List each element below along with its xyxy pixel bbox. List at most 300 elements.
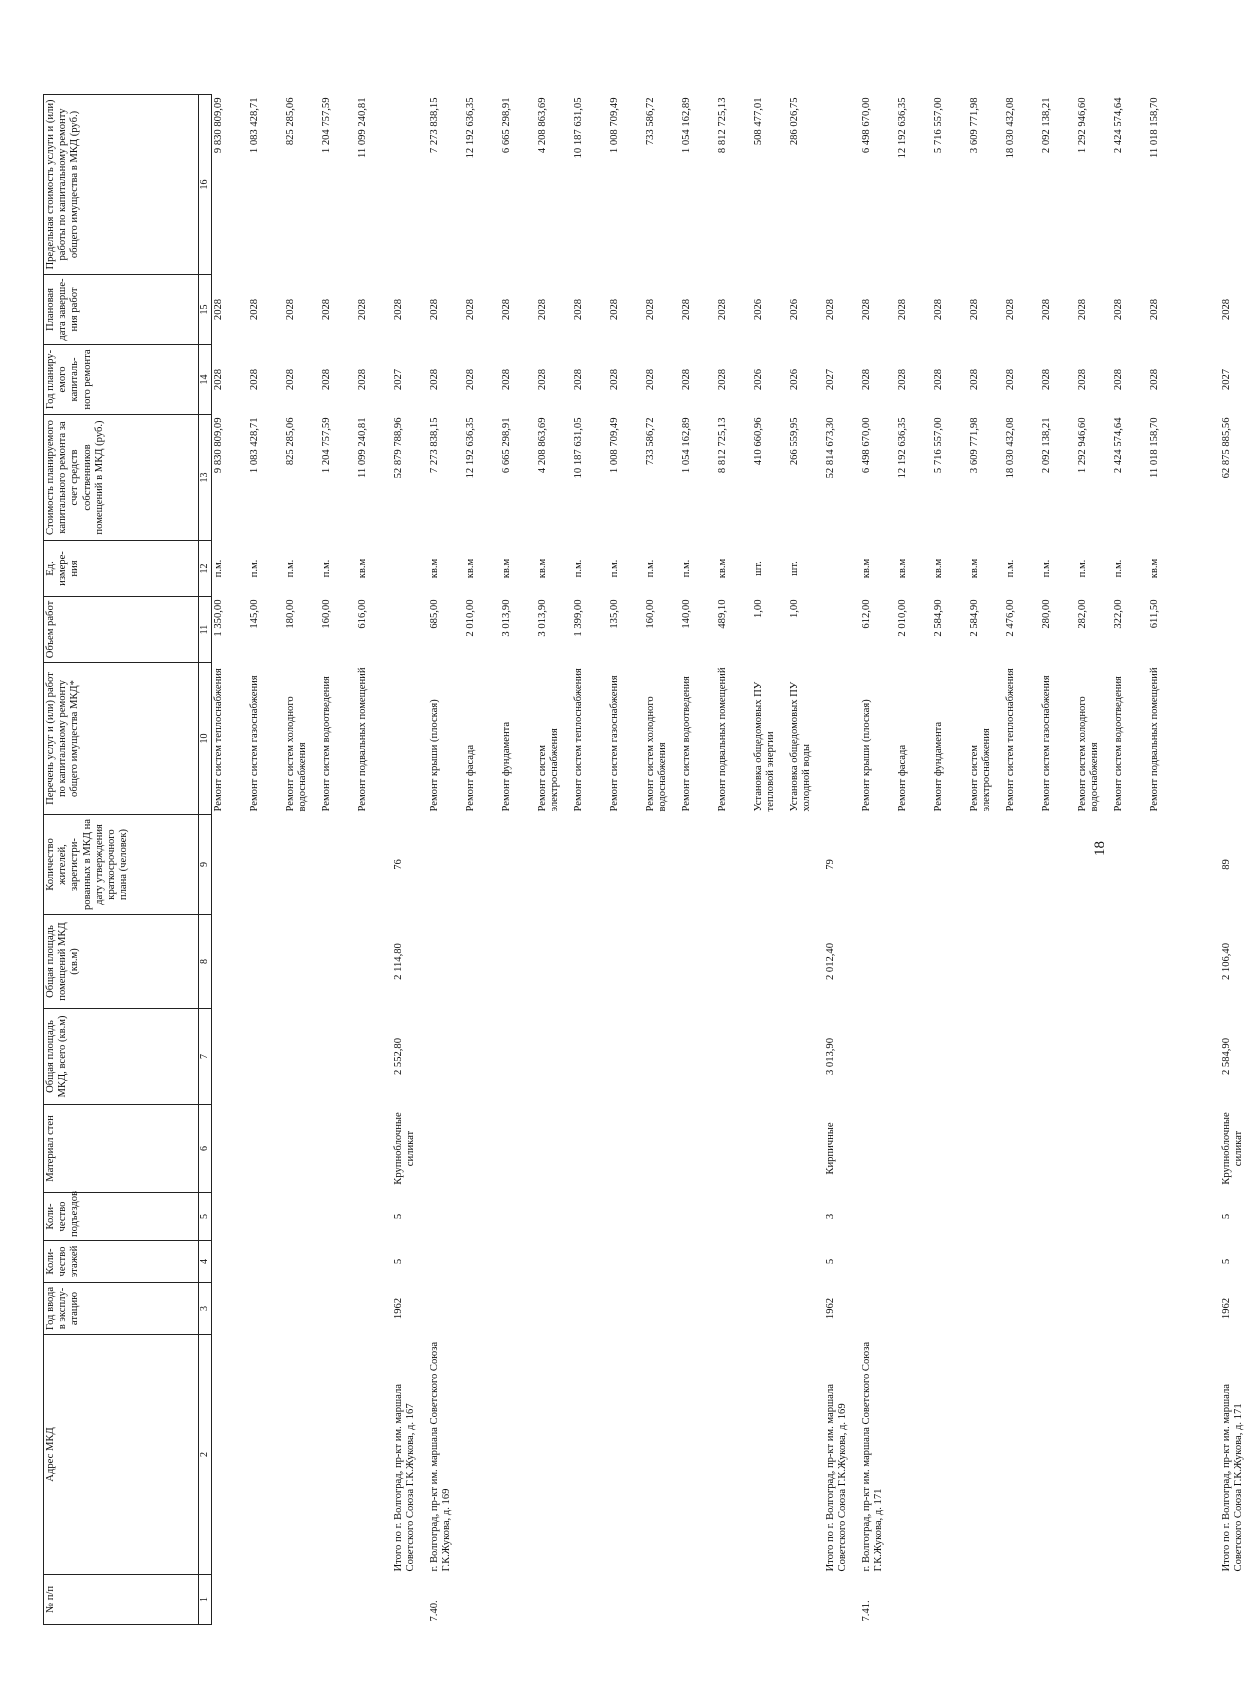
cell-col-4	[536, 1241, 572, 1283]
cell-col-13: 52 814 673,30	[824, 417, 836, 479]
table-row	[896, 95, 932, 1625]
cell-col-3	[896, 1283, 932, 1335]
cell-col-7	[1004, 1009, 1040, 1105]
cell-col-5: 5	[392, 1213, 404, 1220]
cell-col-2	[1004, 1335, 1040, 1575]
cell-col-10: Ремонт систем газоснабжения	[608, 675, 620, 812]
table-row	[788, 95, 824, 1625]
cell-col-14: 2027	[392, 368, 404, 391]
cell-col-8: 2 106,40	[1220, 942, 1232, 981]
column-header-1: № п/п	[44, 1575, 199, 1625]
cell-col-14: 2027	[824, 368, 836, 391]
cell-col-3	[572, 1283, 608, 1335]
cell-col-13: 7 273 838,15	[428, 417, 440, 474]
cell-col-12: п.м.	[248, 559, 260, 578]
cell-col-16: 1 054 162,89	[680, 97, 692, 154]
cell-col-16: 10 187 631,05	[572, 97, 584, 159]
cell-col-1: 7.40.	[428, 1600, 440, 1622]
cell-col-16: 18 030 432,08	[1004, 97, 1016, 159]
cell-col-12: п.м.	[572, 559, 584, 578]
cell-col-12: шт.	[788, 561, 800, 576]
cell-col-5	[536, 1193, 572, 1241]
cell-col-10: Ремонт систем водоотведения	[680, 676, 692, 812]
cell-col-9	[1184, 815, 1220, 915]
cell-col-2: Итого по г. Волгоград, пр-кт им. маршала Советского Союза Г.К.Жукова, д. 167	[392, 1384, 416, 1572]
cell-col-12: п.м.	[1040, 559, 1052, 578]
cell-col-15: 2028	[284, 298, 296, 321]
cell-col-3	[211, 1283, 248, 1335]
cell-col-11: 322,00	[1112, 599, 1124, 629]
cell-col-3: 1962	[1220, 1297, 1232, 1320]
cell-col-9	[716, 815, 752, 915]
column-number-12: 12	[199, 541, 212, 597]
cell-col-10: Ремонт систем водоотведения	[320, 676, 332, 812]
cell-col-6	[1184, 1105, 1220, 1193]
cell-col-1	[716, 1575, 752, 1625]
cell-col-10	[1184, 663, 1220, 815]
table-row	[428, 95, 464, 1625]
cell-col-4: 5	[1220, 1258, 1232, 1265]
cell-col-7	[788, 1009, 824, 1105]
cell-col-16: 1 204 757,59	[320, 97, 332, 154]
cell-col-15: 2028	[572, 298, 584, 321]
cell-col-14: 2028	[1148, 368, 1160, 391]
column-number-3: 3	[199, 1283, 212, 1335]
cell-col-13: 1 054 162,89	[680, 417, 692, 474]
cell-col-15: 2028	[896, 298, 908, 321]
cell-col-9	[644, 815, 680, 915]
table-row	[572, 95, 608, 1625]
cell-col-13: 1 204 757,59	[320, 417, 332, 474]
cell-col-14: 2028	[572, 368, 584, 391]
cell-col-1: 7.41.	[860, 1600, 872, 1622]
cell-col-9	[896, 815, 932, 915]
cell-col-11: 685,00	[428, 599, 440, 629]
column-header-13: Стоимость планируемого капитального ремонта за счет средств собственников помещений в МКД (руб.)	[44, 415, 199, 541]
cell-col-7: 2 584,90	[1220, 1037, 1232, 1076]
column-header-15: Плановая дата заверше-ния работ	[44, 275, 199, 345]
cell-col-5	[211, 1193, 248, 1241]
cell-col-1	[1004, 1575, 1040, 1625]
cell-col-8	[788, 915, 824, 1009]
cell-col-14: 2028	[248, 368, 260, 391]
cell-col-15: 2028	[212, 298, 224, 321]
cell-col-16: 825 285,06	[284, 97, 296, 146]
cell-col-16: 6 665 298,91	[500, 97, 512, 154]
cell-col-11: 3 013,90	[500, 599, 512, 637]
cell-col-4	[716, 1241, 752, 1283]
cell-col-12: п.м.	[284, 559, 296, 578]
cell-col-12: п.м.	[1004, 559, 1016, 578]
cell-col-9	[284, 815, 320, 915]
cell-col-3	[752, 1283, 788, 1335]
cell-col-6	[1004, 1105, 1040, 1193]
cell-col-3	[644, 1283, 680, 1335]
column-header-10: Перечень услуг и (или) работ по капитальному ремонту общего имущества МКД*	[44, 663, 199, 815]
table-row	[644, 95, 680, 1625]
cell-col-16	[824, 95, 860, 275]
cell-col-4	[572, 1241, 608, 1283]
cell-col-10	[1220, 663, 1256, 815]
cell-col-12: кв.м	[1148, 558, 1160, 579]
cell-col-16: 2 092 138,21	[1040, 97, 1052, 154]
table-row	[1004, 95, 1040, 1625]
cell-col-7	[500, 1009, 536, 1105]
cell-col-4: 5	[824, 1258, 836, 1265]
table-row	[284, 95, 320, 1625]
column-header-9: Количество жителей, зарегистри-рованных в МКД на дату утверждения краткосрочного плана (человек)	[44, 815, 199, 915]
cell-col-1	[1220, 1575, 1256, 1625]
cell-col-12: п.м.	[644, 559, 656, 578]
cell-col-7	[752, 1009, 788, 1105]
cell-col-8	[428, 915, 464, 1009]
cell-col-10	[824, 663, 860, 815]
column-header-5: Коли-чество подъездов	[44, 1193, 199, 1241]
cell-col-14: 2027	[1220, 368, 1232, 391]
cell-col-1	[644, 1575, 680, 1625]
column-header-16: Предельная стоимость услуги и (или) работы по капитальному ремонту общего имущества в МКД (руб.)	[44, 95, 199, 275]
cell-col-14: 2028	[1112, 368, 1124, 391]
cell-col-1	[752, 1575, 788, 1625]
cell-col-5	[356, 1193, 392, 1241]
cell-col-16: 12 192 636,35	[464, 97, 476, 159]
cell-col-16: 286 026,75	[788, 97, 800, 146]
cell-col-8	[1148, 915, 1184, 1009]
cell-col-11: 1,00	[788, 599, 800, 619]
cell-col-4	[248, 1241, 284, 1283]
table-row	[1148, 95, 1184, 1625]
cell-col-1	[788, 1575, 824, 1625]
cell-col-14: 2028	[536, 368, 548, 391]
cell-col-8: 2 114,80	[392, 943, 404, 980]
cell-col-16: 8 812 725,13	[716, 97, 728, 154]
cell-col-7	[932, 1009, 968, 1105]
column-number-6: 6	[199, 1105, 212, 1193]
cell-col-10: Ремонт подвальных помещений	[356, 667, 368, 812]
cell-col-3	[356, 1283, 392, 1335]
cell-col-7	[1112, 1009, 1148, 1105]
cell-col-6	[464, 1105, 500, 1193]
cell-col-6	[932, 1105, 968, 1193]
cell-col-7	[968, 1009, 1004, 1105]
cell-col-4: 5	[392, 1258, 404, 1265]
cell-col-11: 616,00	[356, 599, 368, 629]
cell-col-10: Ремонт систем газоснабжения	[1040, 675, 1052, 812]
cell-col-16: 1 008 709,49	[608, 97, 620, 154]
cell-col-12: кв.м	[500, 558, 512, 579]
cell-col-14: 2026	[788, 368, 800, 391]
cell-col-10: Ремонт подвальных помещений	[1148, 667, 1160, 812]
cell-col-1	[320, 1575, 356, 1625]
cell-col-2	[572, 1335, 608, 1575]
cell-col-11	[1220, 597, 1256, 663]
cell-col-10: Ремонт систем теплоснабжения	[212, 668, 224, 812]
cell-col-3	[1112, 1283, 1148, 1335]
header-row	[44, 95, 199, 1625]
cell-col-7	[464, 1009, 500, 1105]
cell-col-6	[1112, 1105, 1148, 1193]
cell-col-8	[896, 915, 932, 1009]
cell-col-9	[752, 815, 788, 915]
cell-col-4	[788, 1241, 824, 1283]
cell-col-14: 2028	[1076, 368, 1088, 391]
cell-col-5: 3	[824, 1213, 836, 1220]
cell-col-10: Ремонт фундамента	[500, 721, 512, 812]
cell-col-15: 2028	[932, 298, 944, 321]
cell-col-13: 1 083 428,71	[248, 417, 260, 474]
cell-col-16	[392, 95, 428, 275]
cell-col-11: 282,00	[1076, 599, 1088, 629]
cell-col-6	[788, 1105, 824, 1193]
cell-col-5	[1040, 1193, 1076, 1241]
cell-col-3	[788, 1283, 824, 1335]
cell-col-15: 2028	[644, 298, 656, 321]
cell-col-4	[860, 1241, 896, 1283]
cell-col-15: 2028	[356, 298, 368, 321]
cell-col-15: 2028	[1040, 298, 1052, 321]
cell-col-5	[608, 1193, 644, 1241]
cell-col-5	[1112, 1193, 1148, 1241]
cell-col-10: Ремонт крыши (плоская)	[428, 699, 440, 812]
cell-col-3	[428, 1283, 464, 1335]
cell-col-5	[320, 1193, 356, 1241]
cell-col-13: 410 660,96	[752, 417, 764, 466]
cell-col-16: 3 609 771,98	[968, 97, 980, 154]
cell-col-4	[968, 1241, 1004, 1283]
cell-col-15: 2028	[1076, 298, 1088, 321]
cell-col-11: 3 013,90	[536, 599, 548, 637]
cell-col-5	[716, 1193, 752, 1241]
cell-col-8	[860, 915, 896, 1009]
cell-col-6	[428, 1105, 464, 1193]
cell-col-1	[572, 1575, 608, 1625]
cell-col-10: Ремонт фундамента	[932, 721, 944, 812]
cell-col-10: Ремонт систем холодного водоснабжения	[284, 696, 308, 812]
cell-col-3	[1040, 1283, 1076, 1335]
cell-col-9	[932, 815, 968, 915]
cell-col-5	[968, 1193, 1004, 1241]
cell-col-10: Ремонт систем электроснабжения	[968, 728, 992, 812]
column-header-12: Ед. измере-ния	[44, 541, 199, 597]
table-row	[356, 95, 392, 1625]
cell-col-10: Ремонт систем водоотведения	[1112, 676, 1124, 812]
cell-col-15: 2028	[716, 298, 728, 321]
column-header-2: Адрес МКД	[44, 1335, 199, 1575]
cell-col-2	[1040, 1335, 1076, 1575]
cell-col-7	[716, 1009, 752, 1105]
column-number-10: 10	[199, 663, 212, 815]
cell-col-8	[968, 915, 1004, 1009]
table-row	[1220, 95, 1256, 1625]
cell-col-7	[1040, 1009, 1076, 1105]
cell-col-12	[1184, 541, 1220, 597]
cell-col-6	[500, 1105, 536, 1193]
cell-col-2: Итого по г. Волгоград, пр-кт им. маршала Советского Союза Г.К.Жукова, д. 171	[1220, 1384, 1244, 1572]
cell-col-6: Крупноблочные силикат	[392, 1112, 416, 1185]
cell-col-12: кв.м	[716, 558, 728, 579]
cell-col-3	[1004, 1283, 1040, 1335]
cell-col-10: Ремонт фасада	[896, 744, 908, 812]
table-row	[464, 95, 500, 1625]
cell-col-13: 9 830 809,09	[212, 417, 224, 474]
cell-col-11: 611,50	[1148, 599, 1160, 629]
cell-col-9	[572, 815, 608, 915]
cell-col-6	[896, 1105, 932, 1193]
cell-col-14: 2028	[932, 368, 944, 391]
cell-col-10: Ремонт систем холодного водоснабжения	[644, 696, 668, 812]
cell-col-2	[1112, 1335, 1148, 1575]
cell-col-16: 12 192 636,35	[896, 97, 908, 159]
cell-col-12: п.м.	[680, 559, 692, 578]
cell-col-2	[608, 1335, 644, 1575]
cell-col-14	[1184, 345, 1220, 415]
cell-col-12: кв.м	[464, 558, 476, 579]
cell-col-13: 5 716 557,00	[932, 417, 944, 474]
cell-col-8	[248, 915, 284, 1009]
cell-col-10: Установка общедомовых ПУ тепловой энергии	[752, 681, 776, 812]
table-row	[608, 95, 644, 1625]
cell-col-5	[248, 1193, 284, 1241]
cell-col-14: 2028	[1040, 368, 1052, 391]
cell-col-16: 6 498 670,00	[860, 97, 872, 154]
cell-col-13: 62 875 885,56	[1220, 417, 1232, 479]
cell-col-2	[500, 1335, 536, 1575]
cell-col-15: 2028	[608, 298, 620, 321]
cell-col-2: г. Волгоград, пр-кт им. маршала Советского Союза Г.К.Жукова, д. 169	[428, 1341, 452, 1572]
cell-col-6: Крупноблочные силикат	[1220, 1112, 1244, 1185]
cell-col-5	[572, 1193, 608, 1241]
table-row	[536, 95, 572, 1625]
cell-col-15: 2028	[464, 298, 476, 321]
cell-col-6	[356, 1105, 392, 1193]
column-number-13: 13	[199, 415, 212, 541]
column-number-4: 4	[199, 1241, 212, 1283]
cell-col-15: 2028	[824, 298, 836, 321]
cell-col-9	[680, 815, 716, 915]
table-row	[860, 95, 896, 1625]
cell-col-14: 2028	[680, 368, 692, 391]
cell-col-15: 2028	[968, 298, 980, 321]
cell-col-3: 1962	[824, 1297, 836, 1320]
cell-col-1	[932, 1575, 968, 1625]
cell-col-1	[284, 1575, 320, 1625]
cell-col-6	[1148, 1105, 1184, 1193]
cell-col-3	[932, 1283, 968, 1335]
cell-col-5	[428, 1193, 464, 1241]
cell-col-7	[320, 1009, 356, 1105]
cell-col-11	[392, 597, 428, 663]
cell-col-13: 2 424 574,64	[1112, 417, 1124, 474]
cell-col-8	[932, 915, 968, 1009]
cell-col-1	[1112, 1575, 1148, 1625]
cell-col-4	[680, 1241, 716, 1283]
cell-col-14: 2028	[428, 368, 440, 391]
cell-col-14: 2028	[608, 368, 620, 391]
cell-col-10	[392, 663, 428, 815]
cell-col-14: 2028	[968, 368, 980, 391]
cell-col-13: 12 192 636,35	[464, 417, 476, 479]
cell-col-2	[1148, 1335, 1184, 1575]
column-header-4: Коли-чество этажей	[44, 1241, 199, 1283]
cell-col-5	[1148, 1193, 1184, 1241]
cell-col-13: 11 099 240,81	[356, 417, 368, 479]
column-header-11: Объем работ	[44, 597, 199, 663]
cell-col-11: 489,10	[716, 599, 728, 629]
cell-col-11: 1 350,00	[212, 599, 224, 637]
cell-col-3	[608, 1283, 644, 1335]
table-row	[716, 95, 752, 1625]
cell-col-11: 180,00	[284, 599, 296, 629]
cell-col-9	[500, 815, 536, 915]
cell-col-12: шт.	[752, 561, 764, 576]
column-header-8: Общая площадь помещений МКД (кв.м)	[44, 915, 199, 1009]
cell-col-5	[680, 1193, 716, 1241]
cell-col-2	[752, 1335, 788, 1575]
cell-col-14: 2028	[284, 368, 296, 391]
column-number-9: 9	[199, 815, 212, 915]
column-header-3: Год ввода в эксплу-атацию	[44, 1283, 199, 1335]
cell-col-11: 612,00	[860, 599, 872, 629]
cell-col-8	[536, 915, 572, 1009]
cell-col-11: 135,00	[608, 599, 620, 629]
cell-col-15: 2028	[1220, 298, 1232, 321]
cell-col-9	[464, 815, 500, 915]
cell-col-1	[464, 1575, 500, 1625]
column-number-2: 2	[199, 1335, 212, 1575]
cell-col-7	[572, 1009, 608, 1105]
cell-col-9	[788, 815, 824, 915]
cell-col-8	[1184, 915, 1220, 1009]
cell-col-11	[824, 597, 860, 663]
cell-col-14: 2026	[752, 368, 764, 391]
cell-col-9	[968, 815, 1004, 915]
cell-col-8	[608, 915, 644, 1009]
cell-col-14: 2028	[1004, 368, 1016, 391]
table-row	[752, 95, 788, 1625]
cell-col-9	[1004, 815, 1040, 915]
cell-col-15	[1184, 275, 1220, 345]
cell-col-9: 76	[392, 859, 404, 870]
cell-col-15: 2026	[752, 298, 764, 321]
cell-col-2	[211, 1335, 248, 1575]
cell-col-3	[320, 1283, 356, 1335]
cell-col-2	[644, 1335, 680, 1575]
cell-col-3	[1148, 1283, 1184, 1335]
cell-col-9	[211, 815, 248, 915]
column-number-7: 7	[199, 1009, 212, 1105]
cell-col-12: кв.м	[536, 558, 548, 579]
cell-col-12	[1220, 541, 1256, 597]
table-row	[500, 95, 536, 1625]
cell-col-12: кв.м	[356, 558, 368, 579]
table-row	[824, 95, 860, 1625]
cell-col-1	[536, 1575, 572, 1625]
cell-col-13: 4 208 863,69	[536, 417, 548, 474]
cell-col-13: 733 586,72	[644, 417, 656, 466]
cell-col-10: Ремонт фасада	[464, 744, 476, 812]
cell-col-9	[428, 815, 464, 915]
cell-col-6	[608, 1105, 644, 1193]
cell-col-9: 89	[1220, 859, 1232, 870]
cell-col-3	[680, 1283, 716, 1335]
table-row	[968, 95, 1004, 1625]
cell-col-7	[1184, 1009, 1220, 1105]
cell-col-8: 2 012,40	[824, 942, 836, 981]
cell-col-12	[824, 541, 860, 597]
cell-col-13: 8 812 725,13	[716, 417, 728, 474]
cell-col-6	[284, 1105, 320, 1193]
cell-col-1	[211, 1575, 248, 1625]
